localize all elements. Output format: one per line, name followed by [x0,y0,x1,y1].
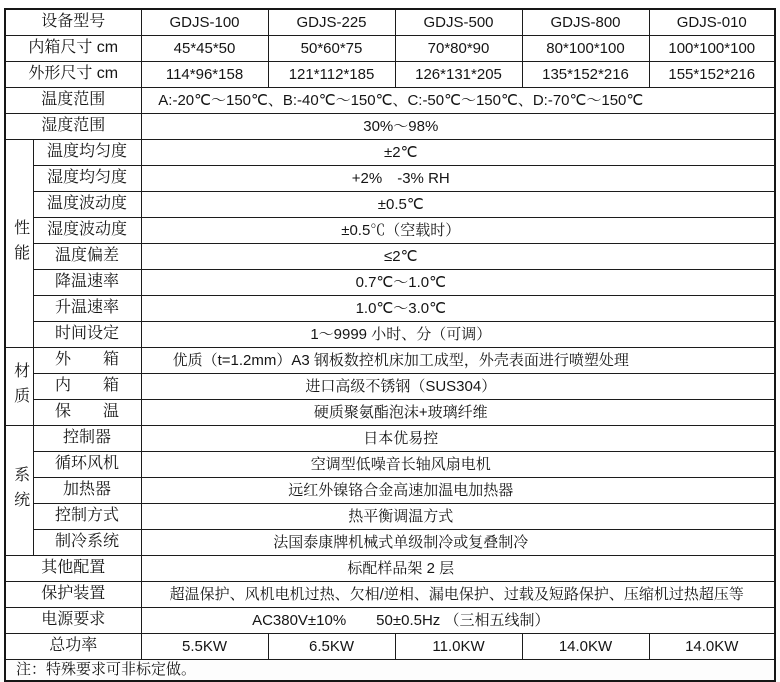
row-label: 湿度波动度 [33,218,141,244]
performance-row [5,270,775,296]
cell-value: A:-20℃～150℃、B:-40℃～150℃、C:-50℃～150℃、D:-70℃～150℃ [141,88,775,114]
row-label: 保护装置 [5,582,141,608]
cell-value: 优质（t=1.2mm）A3 钢板数控机床加工成型，外壳表面进行喷塑处理 [141,348,775,374]
material-row [5,348,775,374]
cell-value: 日本优易控 [141,426,775,452]
cell-value: 进口高级不锈钢（SUS304） [141,374,775,400]
cell-value: ±0.5℃ [141,192,775,218]
cell-value: 法国泰康牌机械式单级制冷或复叠制冷 [141,530,775,556]
model-name: GDJS-225 [268,9,395,36]
row-label: 其他配置 [5,556,141,582]
row-label: 内箱尺寸 cm [5,36,141,62]
cell-value: 70*80*90 [395,36,522,62]
cell-value: 135*152*216 [522,62,649,88]
header-row [5,9,775,36]
row-label: 外 箱 [33,348,141,374]
row-label: 时间设定 [33,322,141,348]
row-label: 内 箱 [33,374,141,400]
temp-range-row [5,88,775,114]
cell-value: ≤2℃ [141,244,775,270]
cell-value: 5.5KW [141,634,268,660]
protection-row [5,582,775,608]
cell-value: 标配样品架 2 层 [141,556,775,582]
cell-value: 11.0KW [395,634,522,660]
model-name: GDJS-800 [522,9,649,36]
row-label: 温度范围 [5,88,141,114]
row-label: 电源要求 [5,608,141,634]
cell-value: 硬质聚氨酯泡沫+玻璃纤维 [141,400,775,426]
row-label: 升温速率 [33,296,141,322]
cell-value: ±2℃ [141,140,775,166]
performance-row [5,192,775,218]
header-label: 设备型号 [5,9,141,36]
row-label: 外形尺寸 cm [5,62,141,88]
row-label: 湿度均匀度 [33,166,141,192]
performance-row [5,244,775,270]
other-config-row [5,556,775,582]
cell-value: 14.0KW [649,634,775,660]
row-label: 总功率 [5,634,141,660]
system-row [5,530,775,556]
cell-value: 空调型低噪音长轴风扇电机 [141,452,775,478]
group-label-performance: 性能 [5,140,33,348]
cell-value: 100*100*100 [649,36,775,62]
row-label: 循环风机 [33,452,141,478]
material-row [5,400,775,426]
performance-row [5,166,775,192]
cell-value: 超温保护、风机电机过热、欠相/逆相、漏电保护、过载及短路保护、压缩机过热超压等 [141,582,775,608]
cell-value: 121*112*185 [268,62,395,88]
cell-value: 远红外镍铬合金高速加温电加热器 [141,478,775,504]
cell-value: +2% -3% RH [141,166,775,192]
cell-value: 50*60*75 [268,36,395,62]
row-label: 温度偏差 [33,244,141,270]
group-label-system: 系统 [5,426,33,556]
footnote-text: 注：特殊要求可非标定做。 [5,660,775,682]
cell-value: 30%～98% [141,114,775,140]
performance-row [5,322,775,348]
model-name: GDJS-010 [649,9,775,36]
cell-value: 126*131*205 [395,62,522,88]
performance-row [5,140,775,166]
cell-value: 1.0℃～3.0℃ [141,296,775,322]
spec-table [4,8,776,682]
model-name: GDJS-100 [141,9,268,36]
material-row [5,374,775,400]
cell-value: 1～9999 小时、分（可调） [141,322,775,348]
cell-value: 6.5KW [268,634,395,660]
cell-value: ±0.5℃（空载时） [141,218,775,244]
row-label: 加热器 [33,478,141,504]
row-label: 控制器 [33,426,141,452]
cell-value: 155*152*216 [649,62,775,88]
inner-size-row [5,36,775,62]
row-label: 温度波动度 [33,192,141,218]
performance-row [5,218,775,244]
group-label-material: 材质 [5,348,33,426]
total-power-row [5,634,775,660]
cell-value: AC380V±10% 50±0.5Hz （三相五线制） [141,608,775,634]
cell-value: 0.7℃～1.0℃ [141,270,775,296]
model-name: GDJS-500 [395,9,522,36]
system-row [5,426,775,452]
system-row [5,504,775,530]
system-row [5,452,775,478]
power-supply-row [5,608,775,634]
cell-value: 114*96*158 [141,62,268,88]
outer-size-row [5,62,775,88]
system-row [5,478,775,504]
row-label: 保 温 [33,400,141,426]
row-label: 湿度范围 [5,114,141,140]
row-label: 降温速率 [33,270,141,296]
cell-value: 14.0KW [522,634,649,660]
cell-value: 80*100*100 [522,36,649,62]
cell-value: 45*45*50 [141,36,268,62]
row-label: 制冷系统 [33,530,141,556]
performance-row [5,296,775,322]
row-label: 温度均匀度 [33,140,141,166]
humidity-range-row [5,114,775,140]
cell-value: 热平衡调温方式 [141,504,775,530]
footnote-row [5,660,775,682]
row-label: 控制方式 [33,504,141,530]
